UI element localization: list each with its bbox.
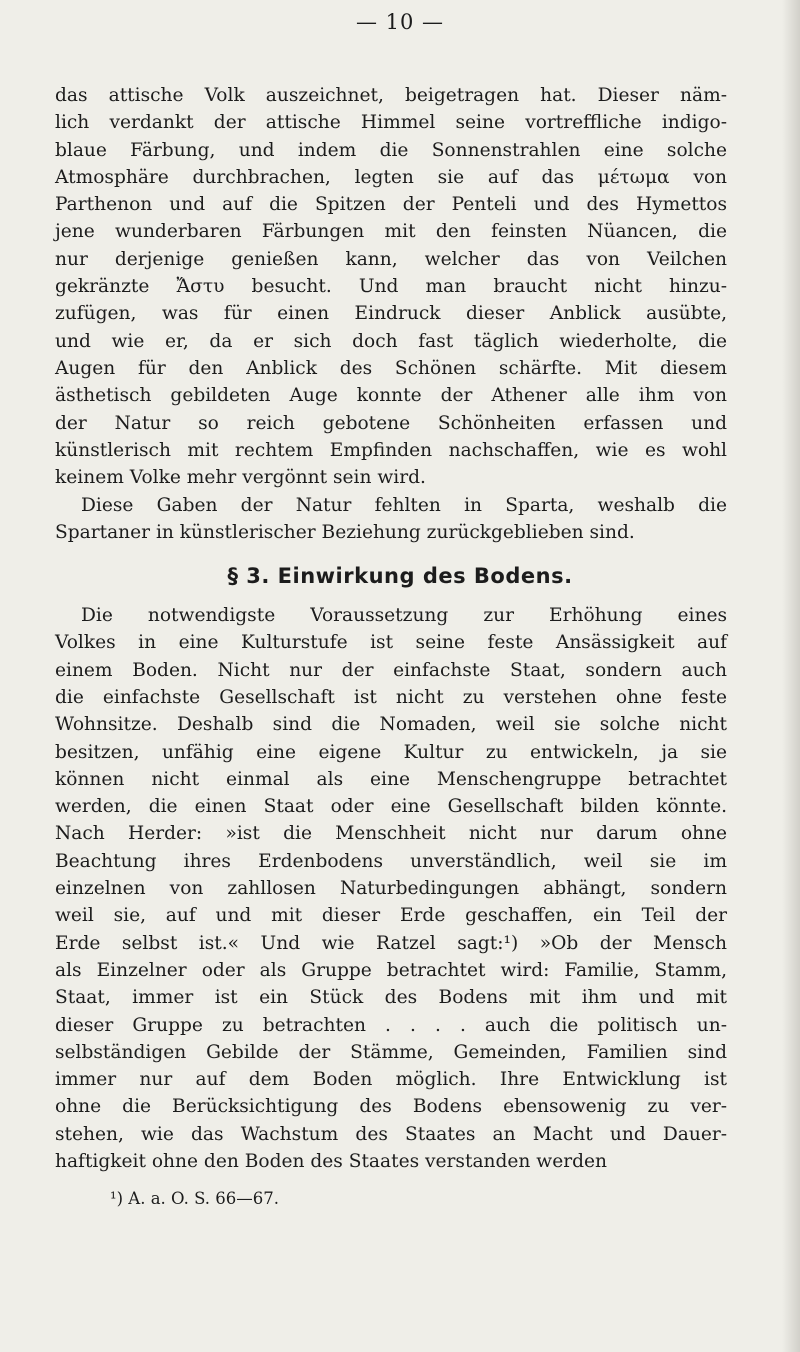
- text-line: blaue Färbung, und indem die Sonnenstrahlen eine solche: [55, 139, 727, 161]
- text-line: künstlerisch mit rechtem Empfinden nachschaffen, wie es wohl: [55, 439, 727, 461]
- paragraph-2: [55, 492, 727, 547]
- text-line: Beachtung ihres Erdenbodens unverständlich, weil sie im: [55, 850, 727, 872]
- text-line: selbständigen Gebilde der Stämme, Gemeinden, Familien sind: [55, 1041, 727, 1063]
- text-line: ästhetisch gebildeten Auge konnte der Athener alle ihm von: [55, 385, 727, 407]
- text-line: ohne die Berücksichtigung des Bodens ebensowenig zu ver-: [55, 1096, 727, 1118]
- text-line: weil sie, auf und mit dieser Erde geschaffen, ein Teil der: [55, 905, 727, 927]
- text-line: lich verdankt der attische Himmel seine vortreffliche indigo-: [55, 112, 727, 134]
- text-line: Parthenon und auf die Spitzen der Penteli und des Hymettos: [55, 194, 727, 216]
- text-line: jene wunderbaren Färbungen mit den feinsten Nüancen, die: [55, 221, 727, 243]
- page-number: — 10 —: [355, 10, 445, 34]
- text-line: und wie er, da er sich doch fast täglich wiederholte, die: [55, 330, 727, 352]
- text-line: gekränzte Ἄστυ besucht. Und man braucht nicht hinzu-: [55, 276, 727, 298]
- text-line: einzelnen von zahllosen Naturbedingungen abhängt, sondern: [55, 878, 727, 900]
- text-line: stehen, wie das Wachstum des Staates an Macht und Dauer-: [55, 1123, 727, 1145]
- text-line: die einfachste Gesellschaft ist nicht zu verstehen ohne feste: [55, 686, 727, 708]
- text-line: Wohnsitze. Deshalb sind die Nomaden, weil sie solche nicht: [55, 714, 727, 736]
- text-line: werden, die einen Staat oder eine Gesellschaft bilden könnte.: [55, 796, 727, 818]
- text-line: Staat, immer ist ein Stück des Bodens mit ihm und mit: [55, 987, 727, 1009]
- text-line: zufügen, was für einen Eindruck dieser Anblick ausübte,: [55, 303, 727, 325]
- footnote: ¹) A. a. O. S. 66—67.: [110, 1189, 280, 1209]
- text-line: nur derjenige genießen kann, welcher das von Veilchen: [55, 248, 727, 270]
- text-line: als Einzelner oder als Gruppe betrachtet wird: Familie, Stamm,: [55, 959, 727, 981]
- text-line: Augen für den Anblick des Schönen schärfte. Mit diesem: [55, 357, 727, 379]
- paragraph-3: [55, 602, 727, 1175]
- text-line: Nach Herder: »ist die Menschheit nicht nur darum ohne: [55, 823, 727, 845]
- text-line: dieser Gruppe zu betrachten . . . . auch die politisch un-: [55, 1014, 727, 1036]
- text-line: Diese Gaben der Natur fehlten in Sparta, weshalb die: [81, 494, 727, 516]
- text-line: einem Boden. Nicht nur der einfachste Staat, sondern auch: [55, 659, 727, 681]
- text-line: Die notwendigste Voraussetzung zur Erhöhung eines: [81, 605, 727, 627]
- text-line: keinem Volke mehr vergönnt sein wird.: [55, 467, 426, 489]
- section-heading: § 3. Einwirkung des Bodens.: [227, 564, 573, 589]
- paragraph-1: [55, 82, 727, 491]
- text-line: das attische Volk auszeichnet, beigetragen hat. Dieser näm-: [55, 85, 727, 106]
- text-line: können nicht einmal als eine Menschengruppe betrachtet: [55, 768, 727, 790]
- text-line: der Natur so reich gebotene Schönheiten erfassen und: [55, 412, 727, 434]
- text-line: Spartaner in künstlerischer Beziehung zurückgeblieben sind.: [55, 521, 635, 543]
- scan-edge-shadow: [782, 0, 800, 1352]
- text-line: Atmosphäre durchbrachen, legten sie auf das μέτωμα von: [55, 166, 727, 188]
- text-line: besitzen, unfähig eine eigene Kultur zu entwickeln, ja sie: [55, 741, 727, 763]
- text-line: Volkes in eine Kulturstufe ist seine feste Ansässigkeit auf: [55, 632, 727, 654]
- text-line: immer nur auf dem Boden möglich. Ihre Entwicklung ist: [55, 1069, 727, 1091]
- text-line: Erde selbst ist.« Und wie Ratzel sagt:¹) »Ob der Mensch: [55, 932, 727, 954]
- text-line: haftigkeit ohne den Boden des Staates verstanden werden: [55, 1151, 607, 1173]
